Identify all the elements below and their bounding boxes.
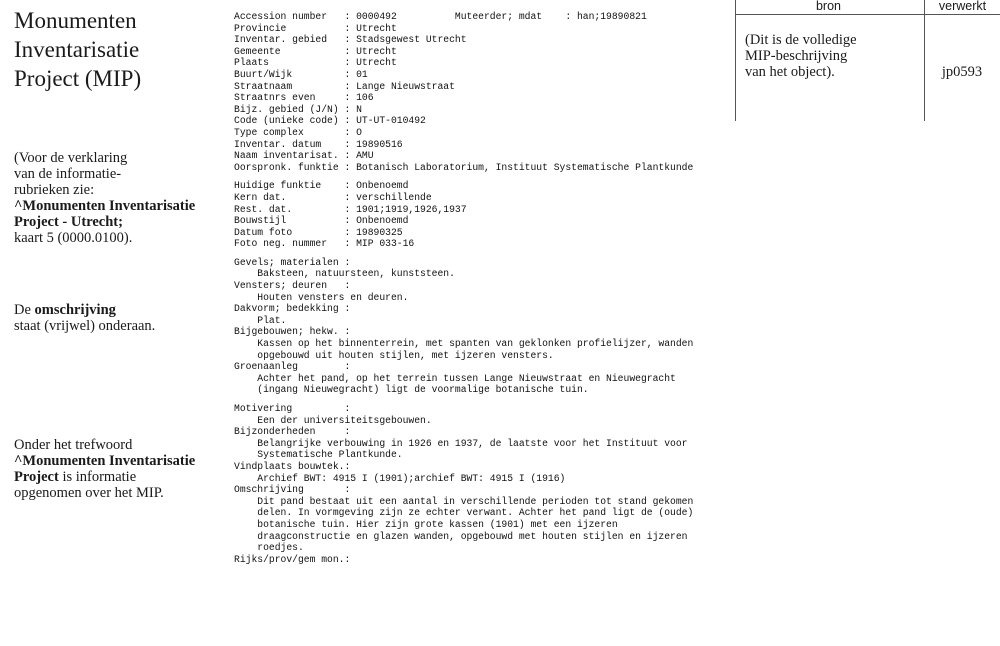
record-line: Dit pand bestaat uit een aantal in verschillende perioden tot stand gekomen	[234, 495, 694, 507]
header-bron: bron	[815, 0, 842, 13]
legend-note	[14, 150, 229, 246]
source-cell	[745, 32, 920, 80]
title-line: Inventarisatie	[14, 37, 140, 62]
record-line: Bijgebouwen; hekw. :	[234, 326, 351, 338]
cross-reference-link[interactable]: Project - Utrecht;	[14, 214, 123, 230]
record-line: Kassen op het binnenterrein, met spanten van geklonken profielijzer, wanden	[234, 338, 694, 350]
source-line: van het object).	[745, 64, 835, 80]
note-line: rubrieken zie:	[14, 182, 95, 198]
record-line: Provincie : Utrecht	[234, 22, 397, 34]
mip-record	[234, 11, 734, 565]
record-line: Straatnaam : Lange Nieuwstraat	[234, 80, 455, 92]
record-line: Bouwstijl : Onbenoemd	[234, 215, 409, 227]
record-block-identification	[234, 11, 734, 173]
note-line: (Voor de verklaring	[14, 150, 128, 166]
record-line: Kern dat. : verschillende	[234, 191, 432, 203]
record-line: Naam inventarisat. : AMU	[234, 150, 374, 162]
cross-reference-link[interactable]: Project	[14, 469, 59, 485]
record-line: Buurt/Wijk : 01	[234, 68, 368, 80]
keyword-note	[14, 437, 229, 501]
record-line: draagconstructie en glazen wanden, opgebouwd met houten stijlen en ijzeren	[234, 530, 688, 542]
page-title	[14, 6, 219, 93]
record-block-description	[234, 403, 734, 565]
record-line: Oorspronk. funktie : Botanisch Laboratorium, Instituut Systematische Plantkunde	[234, 161, 694, 173]
note-line: van de informatie-	[14, 166, 122, 182]
record-line: Gemeente : Utrecht	[234, 45, 397, 57]
record-line: botanische tuin. Hier zijn grote kassen (1901) met een ijzeren	[234, 518, 618, 530]
record-line: Code (unieke code) : UT-UT-010492	[234, 115, 426, 127]
record-line: Datum foto : 19890325	[234, 226, 403, 238]
record-line: Gevels; materialen :	[234, 256, 351, 268]
record-line: Huidige funktie : Onbenoemd	[234, 180, 409, 192]
cross-reference-link[interactable]: ^Monumenten Inventarisatie	[14, 198, 196, 214]
title-line: Project (MIP)	[14, 66, 142, 91]
record-line: delen. In vormgeving zijn ze echter verwant. Achter het pand ligt de (oude)	[234, 507, 694, 519]
source-line: MIP-beschrijving	[745, 48, 848, 64]
record-line: Vensters; deuren :	[234, 280, 351, 292]
source-table	[735, 0, 1000, 121]
note-line: staat (vrijwel) onderaan.	[14, 318, 156, 334]
record-line: Vindplaats bouwtek.:	[234, 460, 351, 472]
note-line: opgenomen over het MIP.	[14, 485, 164, 501]
record-line: Rijks/prov/gem mon.:	[234, 553, 351, 565]
processed-code: jp0593	[941, 64, 983, 80]
record-line: Motivering :	[234, 403, 351, 414]
record-line: Belangrijke verbouwing in 1926 en 1937, de laatste voor het Instituut voor	[234, 437, 688, 449]
source-table-header	[735, 0, 1000, 15]
header-verwerkt: verwerkt	[938, 0, 987, 13]
note-text: De	[14, 302, 35, 318]
record-block-materials	[234, 257, 734, 396]
record-line: Dakvorm; bedekking :	[234, 303, 351, 315]
record-line: Plaats : Utrecht	[234, 57, 397, 69]
record-line: Houten vensters en deuren.	[234, 291, 409, 303]
record-line: Achter het pand, op het terrein tussen Lange Nieuwstraat en Nieuwegracht	[234, 372, 676, 384]
record-line: Een der universiteitsgebouwen.	[234, 414, 432, 426]
source-line: (Dit is de volledige	[745, 32, 857, 48]
record-line: Type complex : O	[234, 126, 362, 138]
note-line: kaart 5 (0000.0100).	[14, 230, 133, 246]
record-line: Systematische Plantkunde.	[234, 449, 403, 461]
record-line: Straatnrs even : 106	[234, 92, 374, 104]
record-line: Archief BWT: 4915 I (1901);archief BWT: 4915 I (1916)	[234, 472, 566, 484]
description-note	[14, 302, 229, 334]
record-line: roedjes.	[234, 542, 304, 554]
record-line: Bijz. gebied (J/N) : N	[234, 103, 362, 115]
record-line: Groenaanleg :	[234, 361, 351, 373]
record-line: Inventar. gebied : Stadsgewest Utrecht	[234, 34, 467, 46]
record-line: Baksteen, natuursteen, kunststeen.	[234, 268, 455, 280]
record-line: Bijzonderheden :	[234, 426, 351, 438]
record-block-function	[234, 180, 734, 250]
note-line: Onder het trefwoord	[14, 437, 133, 453]
record-line: Accession number : 0000492 Muteerder; mdat : han;19890821	[234, 11, 647, 22]
title-line: Monumenten	[14, 8, 137, 33]
note-text: is informatie	[58, 469, 137, 485]
record-line: opgebouwd uit houten stijlen, met ijzeren vensters.	[234, 349, 554, 361]
record-line: (ingang Nieuwegracht) ligt de voormalige botanische tuin.	[234, 384, 589, 396]
description-keyword: omschrijving	[34, 302, 116, 318]
record-line: Inventar. datum : 19890516	[234, 138, 403, 150]
record-line: Omschrijving :	[234, 484, 351, 496]
cross-reference-link[interactable]: ^Monumenten Inventarisatie	[14, 453, 196, 469]
record-line: Foto neg. nummer : MIP 033-16	[234, 238, 415, 250]
record-line: Rest. dat. : 1901;1919,1926,1937	[234, 203, 467, 215]
record-line: Plat.	[234, 314, 287, 326]
